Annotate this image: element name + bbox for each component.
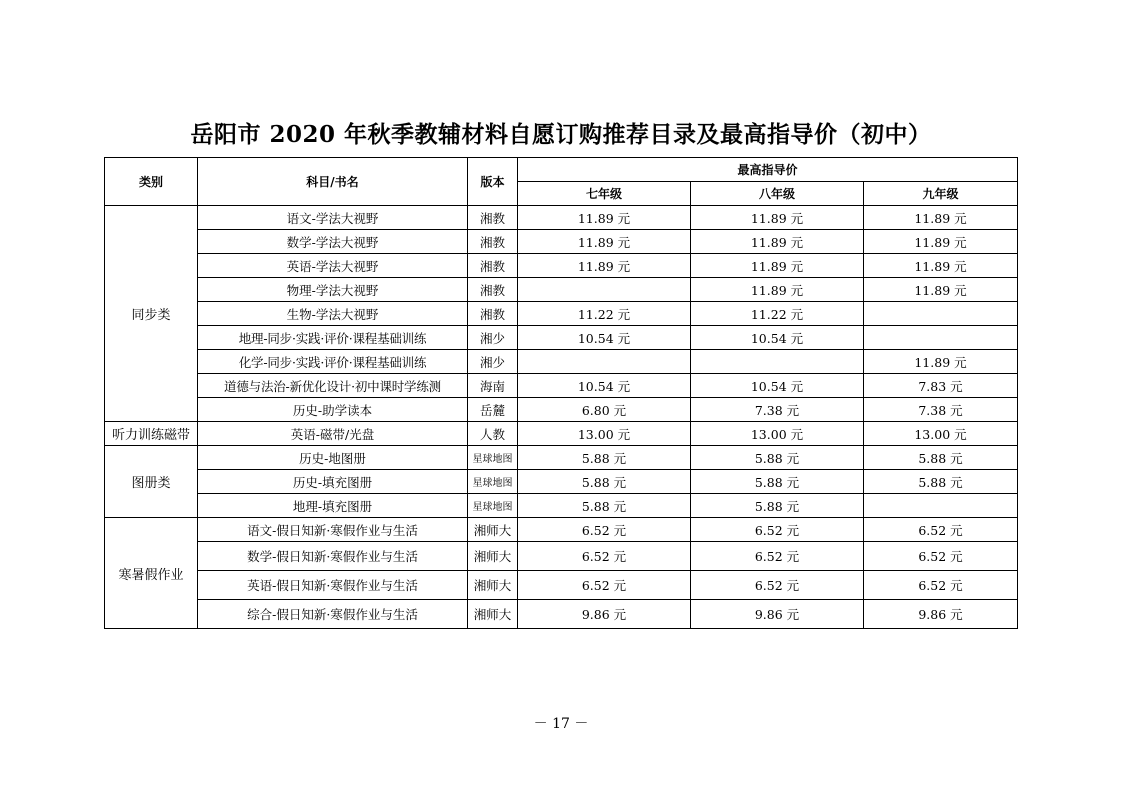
table-row xyxy=(105,278,1018,302)
book-name: 语文-学法大视野 xyxy=(198,206,468,230)
table-row xyxy=(105,254,1018,278)
table-row xyxy=(105,494,1018,518)
header-max-price: 最高指导价 xyxy=(518,158,1018,182)
price-grade9 xyxy=(864,302,1018,326)
price-grade9 xyxy=(864,494,1018,518)
book-version: 湘师大 xyxy=(468,542,518,571)
price-grade8: 11.89 元 xyxy=(691,254,864,278)
table-row xyxy=(105,350,1018,374)
price-grade8: 6.52 元 xyxy=(691,571,864,600)
book-version: 湘师大 xyxy=(468,571,518,600)
table-row xyxy=(105,446,1018,470)
price-grade9: 6.52 元 xyxy=(864,571,1018,600)
book-name: 综合-假日知新·寒假作业与生活 xyxy=(198,600,468,629)
price-grade7: 5.88 元 xyxy=(518,470,691,494)
price-grade7: 5.88 元 xyxy=(518,494,691,518)
table-row xyxy=(105,600,1018,629)
book-version: 海南 xyxy=(468,374,518,398)
price-grade8: 5.88 元 xyxy=(691,446,864,470)
price-grade7 xyxy=(518,350,691,374)
price-grade9: 7.83 元 xyxy=(864,374,1018,398)
price-grade8 xyxy=(691,350,864,374)
price-grade8: 10.54 元 xyxy=(691,326,864,350)
price-grade9: 11.89 元 xyxy=(864,254,1018,278)
book-name: 地理-填充图册 xyxy=(198,494,468,518)
price-grade8: 9.86 元 xyxy=(691,600,864,629)
book-name: 物理-学法大视野 xyxy=(198,278,468,302)
category-cell: 寒暑假作业 xyxy=(105,518,198,629)
price-grade7 xyxy=(518,278,691,302)
book-name: 历史-地图册 xyxy=(198,446,468,470)
header-version: 版本 xyxy=(468,158,518,206)
price-grade8: 13.00 元 xyxy=(691,422,864,446)
price-grade7: 11.22 元 xyxy=(518,302,691,326)
price-grade8: 5.88 元 xyxy=(691,494,864,518)
price-grade9: 11.89 元 xyxy=(864,278,1018,302)
price-grade7: 9.86 元 xyxy=(518,600,691,629)
price-grade8: 11.89 元 xyxy=(691,206,864,230)
price-grade7: 13.00 元 xyxy=(518,422,691,446)
price-grade9: 5.88 元 xyxy=(864,470,1018,494)
header-grade8: 八年级 xyxy=(691,182,864,206)
book-version: 湘教 xyxy=(468,230,518,254)
book-name: 生物-学法大视野 xyxy=(198,302,468,326)
book-name: 历史-助学读本 xyxy=(198,398,468,422)
price-grade9: 13.00 元 xyxy=(864,422,1018,446)
header-grade9: 九年级 xyxy=(864,182,1018,206)
book-version: 湘教 xyxy=(468,254,518,278)
header-subject: 科目/书名 xyxy=(198,158,468,206)
price-grade7: 5.88 元 xyxy=(518,446,691,470)
price-grade7: 11.89 元 xyxy=(518,206,691,230)
category-cell: 图册类 xyxy=(105,446,198,518)
price-grade7: 6.80 元 xyxy=(518,398,691,422)
price-grade9: 7.38 元 xyxy=(864,398,1018,422)
price-grade8: 6.52 元 xyxy=(691,542,864,571)
book-version: 湘少 xyxy=(468,326,518,350)
table-row xyxy=(105,542,1018,571)
table-row xyxy=(105,518,1018,542)
book-name: 英语-假日知新·寒假作业与生活 xyxy=(198,571,468,600)
table-row xyxy=(105,398,1018,422)
table-row xyxy=(105,326,1018,350)
book-name: 历史-填充图册 xyxy=(198,470,468,494)
price-grade7: 11.89 元 xyxy=(518,254,691,278)
table-row xyxy=(105,374,1018,398)
price-grade9: 11.89 元 xyxy=(864,230,1018,254)
price-grade7: 11.89 元 xyxy=(518,230,691,254)
table-row xyxy=(105,470,1018,494)
table-row xyxy=(105,302,1018,326)
document-title: 岳阳市 2020 年秋季教辅材料自愿订购推荐目录及最高指导价（初中） xyxy=(190,121,932,148)
book-name: 道德与法治-新优化设计·初中课时学练测 xyxy=(198,374,468,398)
page-number: － 17 － xyxy=(533,716,589,732)
price-grade9: 9.86 元 xyxy=(864,600,1018,629)
book-name: 英语-学法大视野 xyxy=(198,254,468,278)
price-grade7: 10.54 元 xyxy=(518,374,691,398)
table-row xyxy=(105,230,1018,254)
price-grade9: 5.88 元 xyxy=(864,446,1018,470)
book-name: 语文-假日知新·寒假作业与生活 xyxy=(198,518,468,542)
book-name: 数学-学法大视野 xyxy=(198,230,468,254)
price-grade9 xyxy=(864,326,1018,350)
book-version: 岳麓 xyxy=(468,398,518,422)
price-grade7: 6.52 元 xyxy=(518,542,691,571)
price-grade9: 6.52 元 xyxy=(864,518,1018,542)
price-grade8: 7.38 元 xyxy=(691,398,864,422)
header-category: 类别 xyxy=(105,158,198,206)
price-grade7: 10.54 元 xyxy=(518,326,691,350)
price-grade7: 6.52 元 xyxy=(518,518,691,542)
book-version: 湘少 xyxy=(468,350,518,374)
price-grade8: 11.89 元 xyxy=(691,278,864,302)
category-cell: 同步类 xyxy=(105,206,198,422)
header-grade7: 七年级 xyxy=(518,182,691,206)
price-grade8: 5.88 元 xyxy=(691,470,864,494)
book-version: 星球地图 xyxy=(468,494,518,518)
price-grade9: 11.89 元 xyxy=(864,206,1018,230)
book-version: 星球地图 xyxy=(468,470,518,494)
table-row xyxy=(105,206,1018,230)
price-grade9: 11.89 元 xyxy=(864,350,1018,374)
price-grade8: 11.22 元 xyxy=(691,302,864,326)
price-grade8: 11.89 元 xyxy=(691,230,864,254)
category-cell: 听力训练磁带 xyxy=(105,422,198,446)
book-name: 数学-假日知新·寒假作业与生活 xyxy=(198,542,468,571)
book-version: 湘教 xyxy=(468,302,518,326)
book-version: 湘教 xyxy=(468,206,518,230)
table-row xyxy=(105,422,1018,446)
book-name: 化学-同步·实践·评价·课程基础训练 xyxy=(198,350,468,374)
book-version: 湘师大 xyxy=(468,518,518,542)
price-table xyxy=(104,157,1018,629)
table-row xyxy=(105,571,1018,600)
book-version: 人教 xyxy=(468,422,518,446)
price-grade7: 6.52 元 xyxy=(518,571,691,600)
book-version: 湘教 xyxy=(468,278,518,302)
price-grade9: 6.52 元 xyxy=(864,542,1018,571)
book-version: 星球地图 xyxy=(468,446,518,470)
book-name: 地理-同步·实践·评价·课程基础训练 xyxy=(198,326,468,350)
price-grade8: 10.54 元 xyxy=(691,374,864,398)
price-grade8: 6.52 元 xyxy=(691,518,864,542)
book-version: 湘师大 xyxy=(468,600,518,629)
book-name: 英语-磁带/光盘 xyxy=(198,422,468,446)
